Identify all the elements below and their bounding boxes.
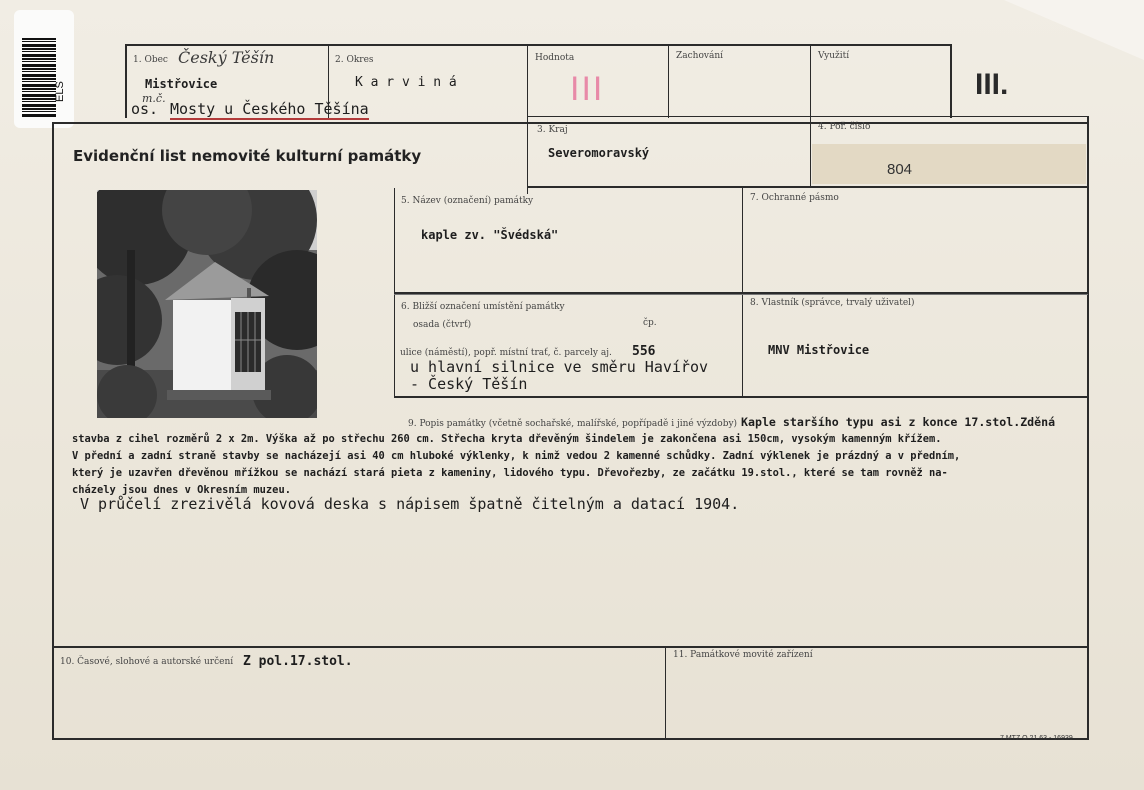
rule xyxy=(527,116,951,117)
chapel-photo xyxy=(97,190,317,418)
obec-handwritten: Český Těšín xyxy=(178,48,275,67)
popis-line-2: stavba z cihel rozměrů 2 x 2m. Výška až po střechu 260 cm. Střecha kryta dřevěným šindelem je zakončena asi 150cm, vysokým kamenným křížem. xyxy=(72,433,942,445)
rule xyxy=(52,122,1088,124)
popis-extra: V průčelí zrezivělá kovová deska s nápisem špatně čitelným a datací 1904. xyxy=(80,495,740,513)
okres-label: 2. Okres xyxy=(335,55,374,65)
umisteni-parcela: 556 xyxy=(632,344,656,359)
rule xyxy=(950,44,952,118)
corner-mark: III. xyxy=(975,68,1009,101)
umisteni-label: 6. Bližší označení umístění památky xyxy=(401,302,565,312)
casove-value: Z pol.17.stol. xyxy=(243,654,353,669)
popis-line-3: V přední a zadní straně stavby se nacházejí asi 40 cm hluboké výklenky, k nimž vedou 2 kamenné schůdky. Zadní výklenek je prázdný a v předním, xyxy=(72,450,961,462)
torn-corner xyxy=(1004,0,1144,60)
okres-value: K a r v i n á xyxy=(355,75,457,90)
osada-prefix: os. xyxy=(131,100,159,118)
umisteni-ulice-label: ulice (náměstí), popř. místní trať, č. parcely aj. xyxy=(400,348,612,358)
chapel-photo-image xyxy=(97,190,317,418)
rule xyxy=(665,646,666,739)
number-box xyxy=(812,144,1086,184)
nazev-label: 5. Název (označení) památky xyxy=(401,196,534,206)
vlastnik-label: 8. Vlastník (správce, trvalý uživatel) xyxy=(750,298,915,308)
popis-line-1: Kaple staršího typu asi z konce 17.stol.Zděná xyxy=(741,415,1056,429)
rule xyxy=(394,396,1088,398)
rule xyxy=(52,738,1089,740)
barcode-sticker xyxy=(14,10,74,128)
vlastnik-value: MNV Mistřovice xyxy=(768,343,870,357)
umisteni-osada-label: osada (čtvrť) xyxy=(413,320,472,330)
casove-label: 10. Časové, slohové a autorské určení xyxy=(60,657,234,667)
rule xyxy=(950,116,1088,117)
hodnota-label: Hodnota xyxy=(535,53,575,63)
vyuziti-label: Využití xyxy=(818,51,850,61)
por-cislo-label: 4. Poř. číslo xyxy=(818,122,871,132)
umisteni-line2: - Český Těšín xyxy=(410,375,528,393)
rule xyxy=(125,44,127,118)
popis-label: 9. Popis památky (včetně sochařské, malířské, popřípadě i jiné výzdoby) xyxy=(408,419,738,429)
rule xyxy=(527,44,528,194)
zachovani-label: Zachování xyxy=(676,51,723,61)
footer-code: 7 MTZ O 21 63 - 16939 xyxy=(1000,735,1073,742)
umisteni-cp-label: čp. xyxy=(643,318,657,328)
umisteni-line1: u hlavní silnice ve směru Havířov xyxy=(410,358,709,376)
obec-value: Mistřovice xyxy=(145,77,218,91)
obec-prefix-hand: m.č. xyxy=(142,92,166,105)
popis-line-5: cházely jsou dnes v Okresním muzeu. xyxy=(72,484,291,496)
rule xyxy=(52,646,1088,648)
osada-value: Mosty u Českého Těšína xyxy=(170,100,369,118)
por-cislo-value: 804 xyxy=(887,161,913,178)
movite-label: 11. Památkové movité zařízení xyxy=(673,650,813,660)
obec-label: 1. Obec xyxy=(133,55,168,65)
hodnota-value: III xyxy=(570,70,605,108)
ochranne-label: 7. Ochranné pásmo xyxy=(750,193,839,203)
kraj-value: Severomoravský xyxy=(548,146,650,160)
barcode-icon xyxy=(22,38,56,118)
rule xyxy=(125,44,951,46)
barcode-text: ELS xyxy=(54,81,66,102)
kraj-label: 3. Kraj xyxy=(537,125,568,135)
page-title: Evidenční list nemovité kulturní památky xyxy=(73,147,422,165)
rule xyxy=(668,44,669,118)
rule xyxy=(394,294,1088,295)
rule xyxy=(527,186,1089,188)
popis-line-4: který je uzavřen dřevěnou mřížkou se nachází stará pieta z kameniny, lidového typu. Dřevořezby, ze začátku 19.stol., které se tam rovněž na- xyxy=(72,467,948,479)
nazev-value: kaple zv. "Švédská" xyxy=(421,228,559,242)
